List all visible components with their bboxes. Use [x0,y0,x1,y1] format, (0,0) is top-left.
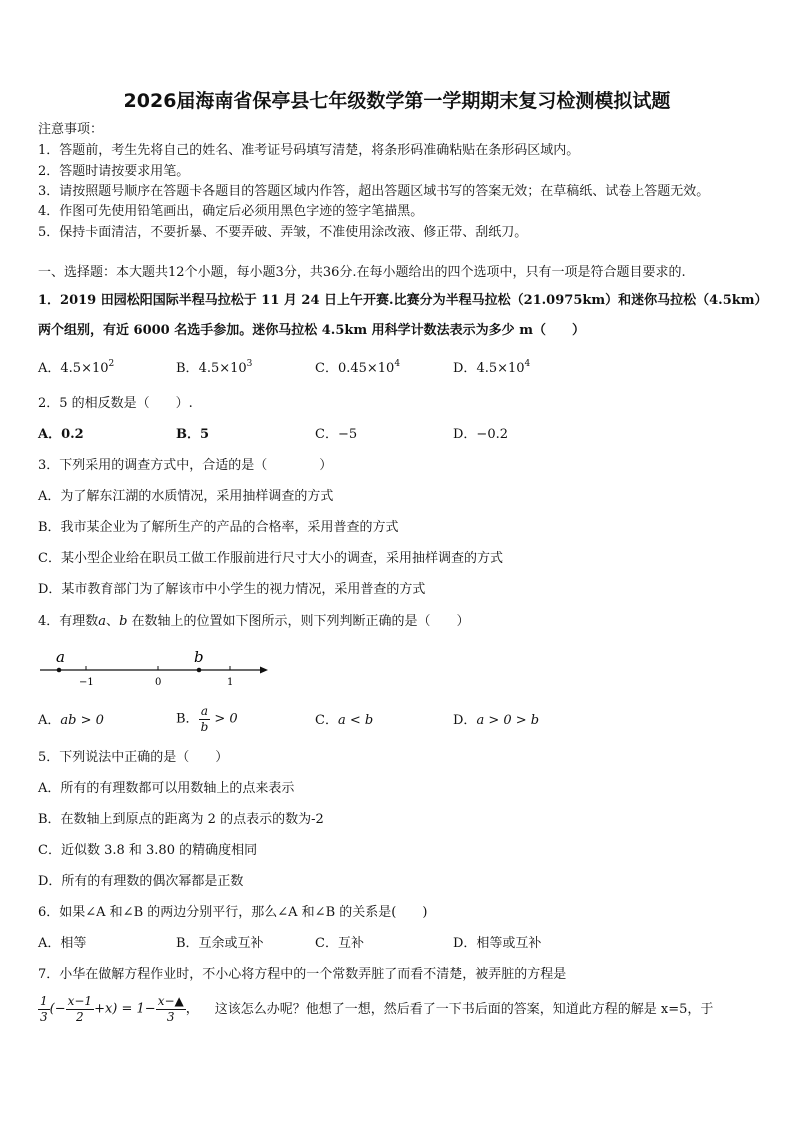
q4-option-b-rest: > 0 [210,711,238,727]
notice-item-3: 3．请按照题号顺序在答题卡各题目的答题区域内作答，超出答题区域书写的答案无效；在草稿纸、试卷上答题无效。 [38,184,710,199]
q7-frac-1 [38,994,50,1025]
q1-option-d-base: 4.5×10 [476,361,525,376]
q3-stem: 3．下列采用的调查方式中，合适的是（ ） [38,458,333,473]
q4-option-b-fraction [199,704,211,735]
q7-frac-2-den: 2 [76,1010,84,1024]
q6-option-b: B．互余或互补 [176,936,264,951]
q1-option-b-base: 4.5×10 [198,361,247,376]
q2-option-d: D．−0.2 [453,427,508,442]
q5-option-a: A．所有的有理数都可以用数轴上的点来表示 [38,781,295,796]
q7-frac-1-num: 1 [40,994,48,1008]
q4-option-d [453,713,539,729]
q1-option-c-label: C． [315,361,338,376]
q5-option-d: D．所有的有理数的偶次幂都是正数 [38,874,244,889]
q1-option-a-label: A． [38,361,61,376]
q1-option-d-exp: 4 [524,359,531,369]
q6-option-d: D．相等或互补 [453,936,542,951]
q3-option-c: C．某小型企业给在职员工做工作服前进行尺寸大小的调查，采用抽样调查的方式 [38,551,503,566]
q7-frac-3-num: x−▲ [157,994,184,1008]
number-line-arrow [260,667,268,674]
q1-stem-line1: 1．2019 田园松阳国际半程马拉松于 11 月 24 日上午开赛.比赛分为半程马拉松（21.0975km）和迷你马拉松（4.5km） [38,293,768,308]
q4-var-a: a [98,614,107,629]
q4-stem-pre: 4．有理数 [38,614,99,629]
q7-stem-line2: 这该怎么办呢？他想了一想，然后看了一下书后面的答案，知道此方程的解是 x=5，于 [214,1001,714,1017]
notice-item-5: 5．保持卡面清洁，不要折暴、不要弄破、弄皱，不准使用涂改液、修正带、刮纸刀。 [38,225,528,240]
q1-option-a-base: 4.5×10 [60,361,109,376]
q7-frac-1-den: 3 [40,1010,48,1024]
q2-option-c: C．−5 [315,427,358,442]
q4-option-b-label: B． [176,711,199,727]
q4-option-a-expr: ab > 0 [60,713,104,728]
section-heading: 一、选择题：本大题共12个小题，每小题3分，共36分.在每小题给出的四个选项中，只有一项是符合题目要求的. [38,265,686,280]
q1-option-b [176,361,252,378]
q1-option-b-exp: 3 [246,359,253,369]
q7-frac-3 [156,994,186,1025]
q4-option-d-label: D． [453,713,477,728]
tick-label-neg1: −1 [79,677,94,688]
q4-option-b [176,704,238,735]
q1-option-b-label: B． [176,361,199,376]
label-b: b [194,648,204,666]
q2-stem: 2．5 的相反数是（ ）. [38,396,193,411]
notice-item-4: 4．作图可先使用铅笔画出，确定后必须用黑色字迹的签字笔描黑。 [38,204,424,219]
q4-option-b-num: a [199,704,211,720]
q7-frac-3-den: 3 [166,1010,175,1024]
q7-frac-2 [66,994,94,1025]
notice-heading: 注意事项： [38,122,104,137]
q5-option-b: B．在数轴上到原点的距离为 2 的点表示的数为-2 [38,812,324,827]
q7-stem-line1: 7．小华在做解方程作业时，不小心将方程中的一个常数弄脏了而看不清楚，被弄脏的方程是 [38,967,567,982]
q1-stem-line2: 两个组别，有近 6000 名选手参加。迷你马拉松 4.5km 用科学计数法表示为多少 m（ ） [38,323,585,338]
q1-option-d [453,361,530,378]
q1-option-a [38,361,114,378]
number-line-figure [36,645,276,693]
q4-stem-post: 在数轴上的位置如下图所示，则下列判断正确的是（ ） [127,614,470,629]
q3-option-d: D．某市教育部门为了解该市中小学生的视力情况，采用普查的方式 [38,582,426,597]
q4-option-b-den: b [200,720,209,734]
q7-eq-mid1: (− [49,1001,66,1017]
q6-option-c: C．互补 [315,936,364,951]
q5-option-c: C．近似数 3.8 和 3.80 的精确度相同 [38,843,258,858]
q6-option-a: A．相等 [38,936,87,951]
q1-option-c-base: 0.45×10 [337,361,395,376]
q4-option-c-label: C． [315,713,338,728]
q4-option-c-expr: a < b [337,713,374,728]
q2-option-b: B．5 [176,427,210,442]
q4-option-a [38,713,104,729]
q4-option-c [315,713,373,729]
label-a: a [56,648,65,666]
q7-frac-2-num: x−1 [67,994,93,1008]
notice-item-1: 1．答题前，考生先将自己的姓名、准考证号码填写清楚，将条形码准确粘贴在条形码区域内。 [38,143,580,158]
q7-eq-mid2: +x) = 1− [94,1001,156,1017]
q4-option-d-expr: a > 0 > b [476,713,540,728]
q5-stem: 5．下列说法中正确的是（ ） [38,750,229,765]
tick-label-1: 1 [227,677,234,688]
q7-eq-end: ， [185,1001,199,1017]
q1-option-c-exp: 4 [394,359,401,369]
q4-sep: 、 [106,614,120,629]
q6-stem: 6．如果∠A 和∠B 的两边分别平行，那么∠A 和∠B 的关系是( ) [38,905,428,920]
q3-option-a: A．为了解东江湖的水质情况，采用抽样调查的方式 [38,489,334,504]
point-a [57,668,62,673]
q4-stem [38,614,470,630]
q4-option-a-label: A． [38,713,61,728]
page-title: 2026届海南省保亭县七年级数学第一学期期末复习检测模拟试题 [123,90,671,112]
q1-option-d-label: D． [453,361,477,376]
q3-option-b: B．我市某企业为了解所生产的产品的合格率，采用普查的方式 [38,520,399,535]
q1-option-c [315,361,400,378]
tick-label-0: 0 [155,677,162,688]
q4-var-b: b [119,614,128,629]
q1-option-a-exp: 2 [108,359,115,369]
q2-option-a: A．0.2 [38,427,84,442]
notice-item-2: 2．答题时请按要求用笔。 [38,164,190,179]
point-b [197,668,202,673]
q7-equation-line [38,994,713,1025]
